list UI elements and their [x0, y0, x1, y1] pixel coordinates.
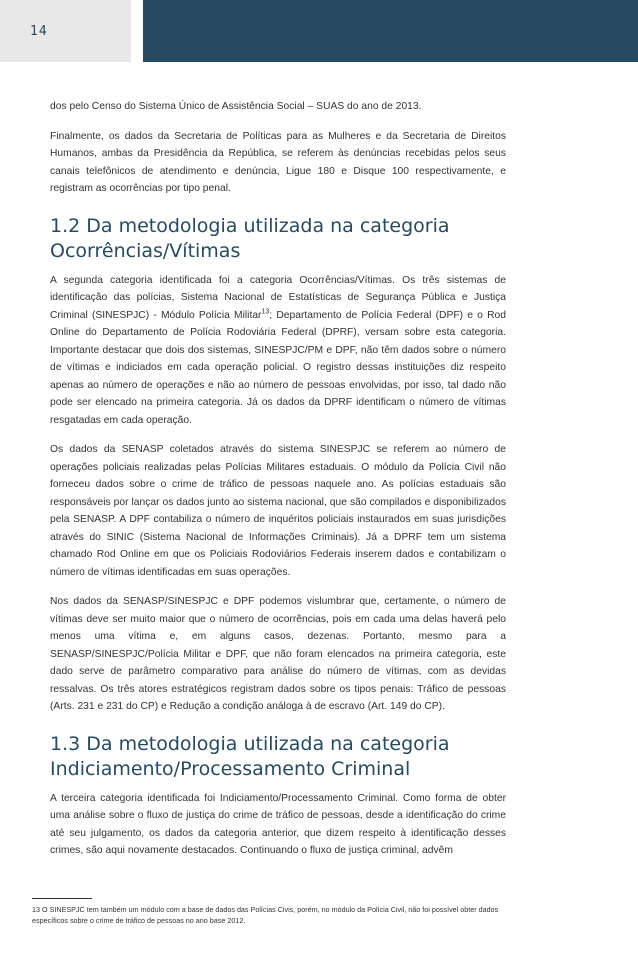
section-1-2-paragraph-3: Nos dados da SENASP/SINESPJC e DPF podemos vislumbrar que, certamente, o número de vítimas deve ser muito maior que o número de ocorrências, pois em cada uma delas haverá pelo menos uma vítima e, em alguns casos, dezenas. Portanto, mesmo para a SENASP/SINESPJC/Polícia Militar e DPF, que não foram elencados na primeira categoria, este dado serve de parâmetro comparativo para análise do número de vítimas, com as devidas ressalvas. Os três atores estratégicos registram dados sobre os tipos penais: Tráfico de pessoas (Arts. 231 e 231 do CP) e Redução a condição análoga à de escravo (Art. 149 do CP). — [50, 596, 506, 712]
header-band — [143, 0, 638, 62]
footnote: 13 O SINESPJC tem também um módulo com a base de dados das Polícias Civis, porém, no módulo da Polícia Civil, não foi possível obter dados específicos sobre o crime de tráfico de pessoas no ano base 2012. — [32, 905, 499, 925]
section-title-1-3: 1.3 Da metodologia utilizada na categoria Indiciamento/Processamento Criminal — [50, 732, 450, 780]
section-1-2-paragraph-1 — [50, 272, 506, 430]
page-number-box — [0, 0, 131, 62]
section-title-1-2: 1.2 Da metodologia utilizada na categoria Ocorrências/Vítimas — [50, 214, 450, 262]
main-content — [50, 98, 506, 860]
section-1-2-paragraph-2: Os dados da SENASP coletados através do sistema SINESPJC se referem ao número de operações policiais realizadas pelas Polícias Militares estaduais. O módulo da Polícia Civil não forneceu dados sobre o crime de tráfico de pessoas naquele ano. As polícias estaduais são responsáveis por lançar os dados junto ao sistema nacional, que são compilados e disponibilizados pela SENASP. A DPF contabiliza o número de inquéritos policiais instaurados em suas jurisdições através do SINIC (Sistema Nacional de Informações Criminais). Já a DPRF tem um sistema chamado Rod Online em que os Policiais Rodoviários Federais inserem dados e contabilizam o número de vítimas identificadas em suas operações. — [50, 444, 506, 578]
page-number: 14 — [30, 24, 48, 39]
footnote-ref-13: 13 — [261, 308, 270, 316]
intro-paragraph-2: Finalmente, os dados da Secretaria de Políticas para as Mulheres e da Secretaria de Direitos Humanos, ambas da Presidência da República, se referem às denúncias recebidas pelos seus canais telefônicos de atendimento e denúncia, Ligue 180 e Disque 100 respectivamente, e registram as ocorrências por tipo penal. — [50, 130, 506, 194]
footnote-divider — [32, 898, 92, 899]
intro-paragraph-1: dos pelo Censo do Sistema Único de Assistência Social – SUAS do ano de 2013. — [50, 101, 422, 112]
section-1-3-paragraph-1: A terceira categoria identificada foi Indiciamento/Processamento Criminal. Como forma de obter uma análise sobre o fluxo de justiça do crime de tráfico de pessoas, desde a identificação do crime até seu julgamento, os dados da categoria anterior, que dizem respeito à identificação desses crimes, são aqui novamente destacados. Continuando o fluxo de justiça criminal, advêm — [50, 792, 506, 856]
section-1-2-p1-text: A segunda categoria identificada foi a categoria Ocorrências/Vítimas. Os três sistemas de identificação das polícias, Sistema Nacional de Estatísticas de Segurança Pública e Justiça Criminal (SINESPJC) - Módulo Polícia Militar — [50, 274, 506, 321]
section-1-2-p1-text-cont: ; Departamento de Polícia Federal (DPF) e o Rod Online do Departamento de Polícia Rodoviária Federal (DPRF), versam sobre esta categoria. Importante destacar que dois dos sistemas, SINESPJC/PM e DPF, não têm dados sobre o número de vítimas e indiciados em cada operação policial. O registro dessas instituições diz respeito apenas ao número de operações e não ao número de pessoas envolvidas, por isso, tal dado não pode ser elencado na primeira categoria. Já os dados da DPRF identificam o número de vítimas resgatadas em cada operação. — [50, 309, 506, 426]
